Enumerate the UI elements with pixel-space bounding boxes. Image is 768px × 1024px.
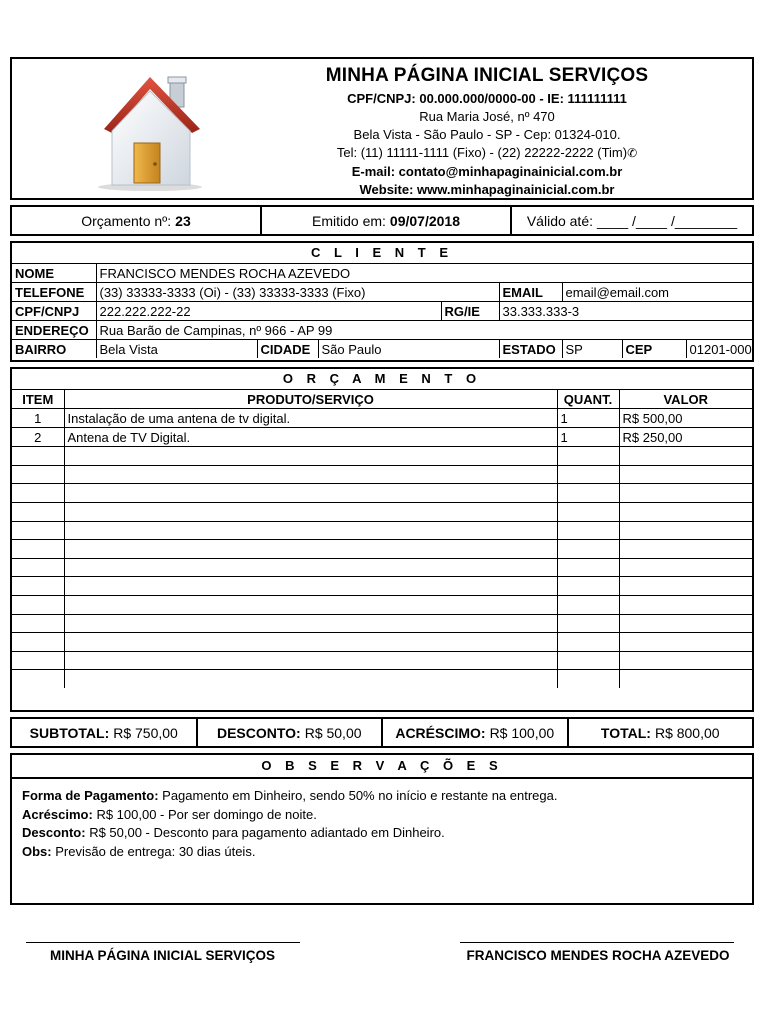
product-header: PRODUTO/SERVIÇO (64, 390, 557, 409)
issue-date-value: 09/07/2018 (389, 212, 460, 229)
client-section (10, 241, 754, 362)
company-city: Bela Vista - São Paulo - SP - Cep: 01324-010. (353, 127, 621, 142)
observation-text: R$ 50,00 - Desconto para pagamento adiantado em Dinheiro. (89, 825, 445, 840)
subtotal-value: R$ 750,00 (113, 724, 178, 741)
total-value: R$ 800,00 (654, 724, 720, 741)
client-state-label: ESTADO (499, 340, 562, 359)
quote-title: O R Ç A M E N T O (12, 369, 752, 390)
observation-label: Acréscimo: (22, 806, 93, 822)
client-cep-label: CEP (622, 340, 686, 359)
company-signature-name: MINHA PÁGINA INICIAL SERVIÇOS (50, 948, 276, 963)
client-cpf: 222.222.222-22 (96, 302, 441, 321)
client-cpf-label: CPF/CNPJ (12, 302, 96, 321)
company-phone (222, 145, 752, 160)
item-header: ITEM (12, 390, 64, 409)
client-email-label: EMAIL (499, 283, 562, 302)
valid-until-label: Válido até: (526, 212, 594, 229)
observation-text: Pagamento em Dinheiro, sendo 50% no início e restante na entrega. (162, 788, 558, 803)
observations-section (10, 753, 754, 905)
client-district-label: BAIRRO (12, 340, 96, 359)
discount-label: DESCONTO: (216, 724, 301, 741)
observation-line (22, 787, 752, 806)
client-address: Rua Barão de Campinas, nº 966 - AP 99 (96, 321, 752, 340)
client-city: São Paulo (318, 340, 499, 359)
client-phone-label: TELEFONE (12, 283, 96, 302)
observations-title: O B S E R V A Ç Õ E S (12, 755, 752, 779)
observation-label: Obs: (22, 843, 52, 859)
item-qty: 1 (557, 409, 619, 428)
client-name-label: NOME (12, 264, 96, 283)
subtotal (12, 719, 198, 746)
table-row (12, 503, 752, 522)
quote-number-value: 23 (175, 212, 191, 229)
table-row (12, 577, 752, 596)
company-signature-line (26, 942, 300, 943)
client-email: email@email.com (562, 283, 752, 302)
observation-text: R$ 100,00 - Por ser domingo de noite. (96, 806, 317, 822)
table-row (12, 409, 752, 428)
client-address-label: ENDEREÇO (12, 321, 96, 340)
whatsapp-icon: ✆ (627, 146, 638, 160)
issue-date-label: Emitido em: (312, 212, 386, 229)
total-label: TOTAL: (600, 724, 651, 741)
items-table (12, 390, 752, 688)
company-email: E-mail: contato@minhapaginainicial.com.br (351, 164, 623, 179)
company-document: CPF/CNPJ: 00.000.000/0000-00 - IE: 111111111 (347, 91, 627, 106)
client-rg: 33.333.333-3 (499, 302, 752, 321)
table-row (12, 670, 752, 688)
table-row (12, 651, 752, 670)
observation-line (22, 806, 752, 825)
item-value: R$ 250,00 (619, 428, 752, 447)
client-name: FRANCISCO MENDES ROCHA AZEVEDO (96, 264, 752, 283)
table-row (12, 540, 752, 559)
company-phone-text: Tel: (11) 11111-1111 (Fixo) - (22) 22222-2222 (Tim) (336, 145, 628, 160)
observation-line (22, 824, 752, 843)
qty-header: QUANT. (557, 390, 619, 409)
totals-bar (10, 717, 754, 748)
client-title: C L I E N T E (12, 243, 752, 264)
quote-section (10, 367, 754, 712)
surcharge-value: R$ 100,00 (489, 724, 555, 741)
valid-until-value: ____ /____ /________ (597, 212, 738, 229)
company-website: Website: www.minhapaginainicial.com.br (359, 182, 615, 197)
client-cep: 01201-000 (686, 340, 752, 359)
client-phone: (33) 33333-3333 (Oi) - (33) 33333-3333 (Fixo) (96, 283, 499, 302)
table-row (12, 558, 752, 577)
item-product: Antena de TV Digital. (64, 428, 557, 447)
client-rg-label: RG/IE (441, 302, 499, 321)
observation-label: Forma de Pagamento: (22, 788, 159, 803)
table-row (12, 614, 752, 633)
item-number: 2 (12, 428, 64, 447)
total (569, 719, 753, 746)
item-value: R$ 500,00 (619, 409, 752, 428)
table-row (12, 484, 752, 503)
observation-text: Previsão de entrega: 30 dias úteis. (55, 843, 256, 859)
table-row (12, 447, 752, 466)
discount-value: R$ 50,00 (304, 724, 362, 741)
subtotal-label: SUBTOTAL: (29, 724, 110, 741)
client-district: Bela Vista (96, 340, 257, 359)
table-row (12, 633, 752, 652)
observation-label: Desconto: (22, 825, 86, 840)
quote-number (12, 207, 262, 234)
table-row (12, 428, 752, 447)
client-signature-line (460, 942, 734, 943)
surcharge (383, 719, 569, 746)
surcharge-label: ACRÉSCIMO: (395, 724, 486, 741)
item-qty: 1 (557, 428, 619, 447)
table-row (12, 521, 752, 540)
client-signature-name: FRANCISCO MENDES ROCHA AZEVEDO (466, 948, 730, 963)
item-product: Instalação de uma antena de tv digital. (64, 409, 557, 428)
observation-line (22, 843, 752, 862)
value-header: VALOR (619, 390, 752, 409)
company-header (10, 57, 754, 200)
valid-until (512, 207, 752, 234)
house-icon (82, 67, 222, 192)
client-city-label: CIDADE (257, 340, 318, 359)
item-number: 1 (12, 409, 64, 428)
quote-info-bar (10, 205, 754, 236)
client-table (12, 264, 752, 358)
company-name: MINHA PÁGINA INICIAL SERVIÇOS (325, 65, 649, 86)
issue-date (262, 207, 512, 234)
table-row (12, 596, 752, 615)
discount (198, 719, 384, 746)
company-street: Rua Maria José, nº 470 (419, 109, 555, 124)
client-state: SP (562, 340, 622, 359)
quote-number-label: Orçamento nº: (81, 212, 172, 229)
table-row (12, 465, 752, 484)
